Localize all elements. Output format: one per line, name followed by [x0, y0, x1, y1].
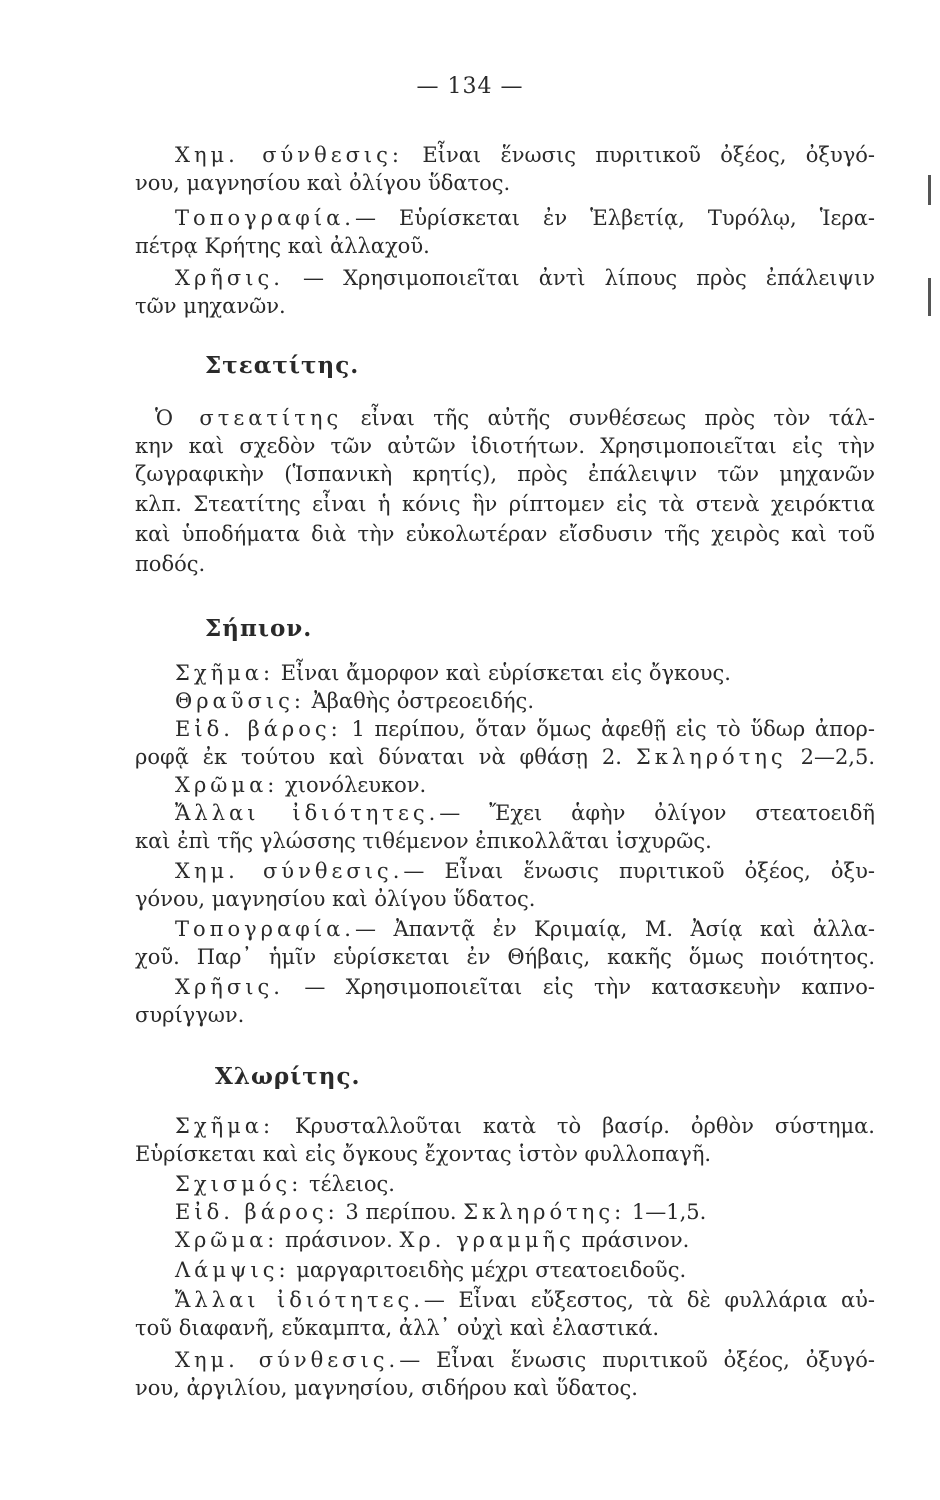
sipion-chem-line-2: γόνου, μαγνησίου καὶ ὀλίγου ὕδατος. [135, 887, 536, 911]
steatite-line-5: καὶ ὑποδήματα διὰ τὴν εὐκολωτέραν εἴσδυσιν τῆς χειρὸς καὶ τοῦ [135, 522, 875, 546]
steatite-line-6: ποδός. [135, 552, 206, 576]
steatite-heading: Στεατίτης. [205, 352, 360, 379]
chlorite-heading: Χλωρίτης. [215, 1063, 361, 1090]
text: μαργαριτοειδὴς μέχρι στεατοειδοῦς. [296, 1258, 687, 1282]
sipion-shape-line [175, 660, 875, 686]
topo-label: Τοπογραφία. [175, 917, 355, 941]
fracture-label: Θραῦσις: [175, 689, 305, 713]
other-label: Ἄλλαι ἰδιότητες. [175, 1288, 424, 1312]
chlorite-sg-line [175, 1199, 875, 1225]
talc-use-line-2: τῶν μηχανῶν. [135, 294, 286, 318]
text: τέλειος. [308, 1172, 395, 1196]
text: — Χρησιμοποιεῖται ἀντὶ λίπους πρὸς ἐπάλειψιν [302, 266, 875, 290]
chlorite-chem-line-2: νου, ἀργιλίου, μαγνησίου, σιδήρου καὶ ὕδατος. [135, 1376, 638, 1400]
sipion-other-line-2: καὶ ἐπὶ τῆς γλώσσης τιθέμενον ἐπικολλᾶται ἰσχυρῶς. [135, 829, 712, 853]
chlorite-shape-line-1 [175, 1113, 875, 1139]
text: — Εἶναι ἕνωσις πυριτικοῦ ὀξέος, ὀξυγό- [399, 1348, 876, 1372]
sipion-use-line-1 [175, 974, 875, 1000]
hardness-value: 2—2,5. [800, 745, 876, 769]
text: — Εἶναι εὔξεστος, τὰ δὲ φυλλάρια αὐ- [423, 1288, 875, 1312]
text: 3 περίπου. [345, 1200, 457, 1224]
color-label: Χρῶμα: [175, 1228, 279, 1252]
sipion-heading: Σήπιον. [205, 615, 313, 642]
text: — Ἔχει ἁφὴν ὀλίγον στεατοειδῆ [439, 801, 875, 825]
chlorite-chem-line-1 [175, 1347, 875, 1373]
sipion-topo-line-1 [175, 916, 875, 942]
page-number: — 134 — [416, 74, 524, 99]
sipion-use-line-2: συρίγγων. [135, 1003, 245, 1027]
topo-label: Τοπογραφία. [175, 206, 355, 230]
chlorite-luster-line [175, 1257, 875, 1283]
streak-label: Χρ. γραμμῆς [399, 1228, 575, 1252]
text: χιονόλευκον. [285, 773, 427, 797]
text: πράσινον. [581, 1228, 690, 1252]
margin-mark [928, 278, 931, 316]
hardness-value: 1—1,5. [631, 1200, 707, 1224]
steatite-line-4: κλπ. Στεατίτης εἶναι ἡ κόνις ἣν ρίπτομεν εἰς τὰ στενὰ χειρόκτια [135, 492, 875, 516]
sipion-chem-line-1 [175, 858, 875, 884]
sipion-other-line-1 [175, 800, 875, 826]
chem-label: Χημ. σύνθεσις. [175, 1348, 400, 1372]
hardness-label: Σκληρότης [635, 745, 787, 769]
use-label: Χρῆσις. [175, 975, 284, 999]
use-label: Χρῆσις. [175, 266, 284, 290]
chlorite-shape-line-2: Εὑρίσκεται καὶ εἰς ὄγκους ἔχοντας ἱστὸν φυλλοπαγῆ. [135, 1142, 712, 1166]
text: εἶναι τῆς αὐτῆς συνθέσεως πρὸς τὸν τάλ- [360, 406, 875, 430]
steatite-line-2: κην καὶ σχεδὸν τῶν αὐτῶν ἰδιοτήτων. Χρησιμοποιεῖται εἰς τὴν [135, 434, 875, 458]
text: Εἶναι ἕνωσις πυριτικοῦ ὀξέος, ὀξυγό- [422, 143, 875, 167]
hardness-label: Σκληρότης: [463, 1200, 626, 1224]
sg-label: Εἰδ. βάρος: [175, 717, 342, 741]
talc-topo-line-1 [175, 205, 875, 231]
text: πράσινον. [285, 1228, 393, 1252]
shape-label: Σχῆμα: [175, 1114, 275, 1138]
text: Ἀβαθὴς ὀστρεοειδής. [311, 689, 534, 713]
sipion-color-line [175, 772, 875, 798]
steatite-line-3: ζωγραφικὴν (Ἱσπανικὴ κρητίς), πρὸς ἐπάλειψιν τῶν μηχανῶν [135, 462, 875, 486]
sipion-sg-line-2 [135, 744, 875, 770]
sipion-topo-line-2: χοῦ. Παρ᾽ ἡμῖν εὑρίσκεται ἐν Θήβαις, κακῆς ὅμως ποιότητος. [135, 945, 875, 969]
shape-label: Σχῆμα: [175, 661, 275, 685]
sipion-sg-line-1 [175, 716, 875, 742]
talc-chem-line-2: νου, μαγνησίου καὶ ὀλίγου ὕδατος. [135, 171, 511, 195]
talc-chem-line-1 [175, 142, 875, 168]
other-label: Ἄλλαι ἰδιότητες. [175, 801, 440, 825]
text: — Ἀπαντᾷ ἐν Κριμαίᾳ, Μ. Ἀσίᾳ καὶ ἀλλα- [354, 917, 875, 941]
chlorite-other-line-2: τοῦ διαφανῆ, εὔκαμπτα, ἀλλ᾽ οὐχὶ καὶ ἐλαστικά. [135, 1316, 660, 1340]
cleavage-label: Σχισμός: [175, 1172, 303, 1196]
chlorite-other-line-1 [175, 1287, 875, 1313]
chem-label: Χημ. σύνθεσις. [175, 859, 404, 883]
margin-mark [928, 175, 931, 205]
talc-use-line-1 [175, 265, 875, 291]
text: — Εἶναι ἕνωσις πυριτικοῦ ὀξέος, ὀξυ- [403, 859, 875, 883]
steatite-lead: Ὁ στεατίτης [155, 406, 343, 430]
sipion-fracture-line [175, 688, 875, 714]
text: Κρυσταλλοῦται κατὰ τὸ βασίρ. ὀρθὸν σύστημα. [294, 1114, 875, 1138]
color-label: Χρῶμα: [175, 773, 279, 797]
text: — Εὑρίσκεται ἐν Ἑλβετίᾳ, Τυρόλῳ, Ἱερα- [354, 206, 875, 230]
text: 1 περίπου, ὅταν ὅμως ἀφεθῇ εἰς τὸ ὕδωρ ἀπορ- [351, 717, 875, 741]
talc-topo-line-2: πέτρᾳ Κρήτης καὶ ἀλλαχοῦ. [135, 234, 430, 258]
chem-label: Χημ. σύνθεσις: [175, 143, 404, 167]
text: Εἶναι ἄμορφον καὶ εὑρίσκεται εἰς ὄγκους. [280, 661, 731, 685]
chlorite-cleavage-line [175, 1171, 875, 1197]
steatite-line-1 [155, 405, 875, 431]
text: ροφᾷ ἐκ τούτου καὶ δύναται νὰ φθάσῃ 2. [135, 745, 622, 769]
text: — Χρησιμοποιεῖται εἰς τὴν κατασκευὴν καπνο- [304, 975, 875, 999]
sg-label: Εἰδ. βάρος: [175, 1200, 339, 1224]
chlorite-color-line [175, 1227, 875, 1253]
luster-label: Λάμψις: [175, 1258, 290, 1282]
